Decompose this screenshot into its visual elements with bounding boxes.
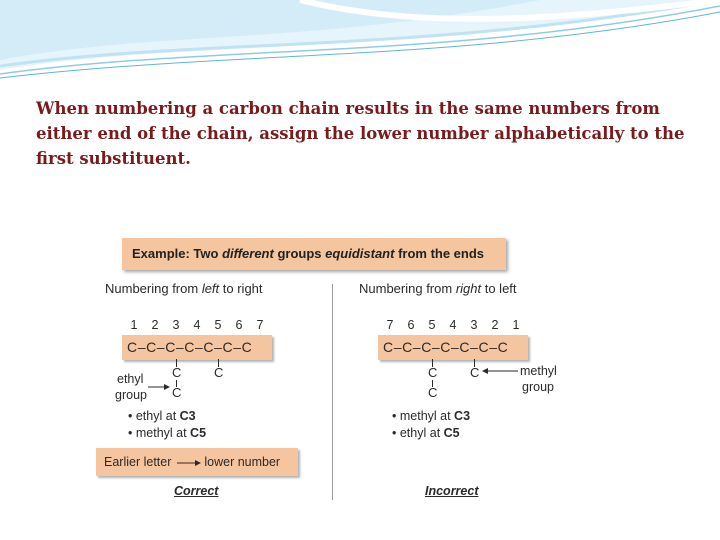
right-carbon-chain: C–C–C–C–C–C–C [383,339,509,355]
carbon-number: 3 [172,318,180,332]
left-substituent-list [128,408,206,442]
slide-title: When numbering a carbon chain results in the same numbers from either end of the chain, assign the lower number alphabetically to the first substituent. [36,99,685,168]
list-item: • methyl at C5 [128,426,207,440]
carbon-number: 2 [151,318,159,332]
arrow-right-icon [148,383,170,391]
arrow-right-icon [175,459,201,467]
branch-carbon: C [172,385,182,400]
methyl-group-label-line2: group [522,380,554,394]
branch-carbon: C [428,385,438,400]
right-heading: Numbering from right to left [359,281,517,296]
carbon-number: 5 [214,318,222,332]
rule-callout-text: Earlier letter lower number [104,455,281,469]
carbon-number: 3 [470,318,478,332]
incorrect-label: Incorrect [425,484,479,498]
left-carbon-chain: C–C–C–C–C–C–C [127,339,253,355]
branch-carbon: C [470,365,480,380]
example-banner-text: Example: Two different groups equidistant from the ends [132,246,485,261]
rule-callout [96,448,298,476]
numbering-example-figure [96,238,556,508]
list-item: • ethyl at C3 [128,409,196,423]
carbon-number: 5 [428,318,436,332]
carbon-number: 6 [407,318,415,332]
ethyl-group-label-line1: ethyl [117,372,144,386]
example-banner [122,238,506,270]
carbon-number: 4 [449,318,457,332]
list-item: • ethyl at C5 [392,426,460,440]
branch-carbon: C [214,365,224,380]
carbon-number: 7 [256,318,264,332]
carbon-number: 1 [512,318,520,332]
methyl-group-label-line1: methyl [520,364,557,378]
carbon-number: 2 [491,318,499,332]
carbon-number: 4 [193,318,201,332]
ethyl-group-label-line2: group [115,388,147,402]
left-heading: Numbering from left to right [105,281,263,296]
list-item: • methyl at C3 [392,409,471,423]
arrow-left-icon [482,367,518,375]
header-swoosh-graphic [0,0,720,90]
right-substituent-list [392,408,470,442]
column-divider [332,284,333,500]
branch-carbon: C [428,365,438,380]
carbon-number: 6 [235,318,243,332]
branch-carbon: C [172,365,182,380]
carbon-number: 7 [386,318,394,332]
correct-label: Correct [174,484,219,498]
carbon-number: 1 [130,318,138,332]
